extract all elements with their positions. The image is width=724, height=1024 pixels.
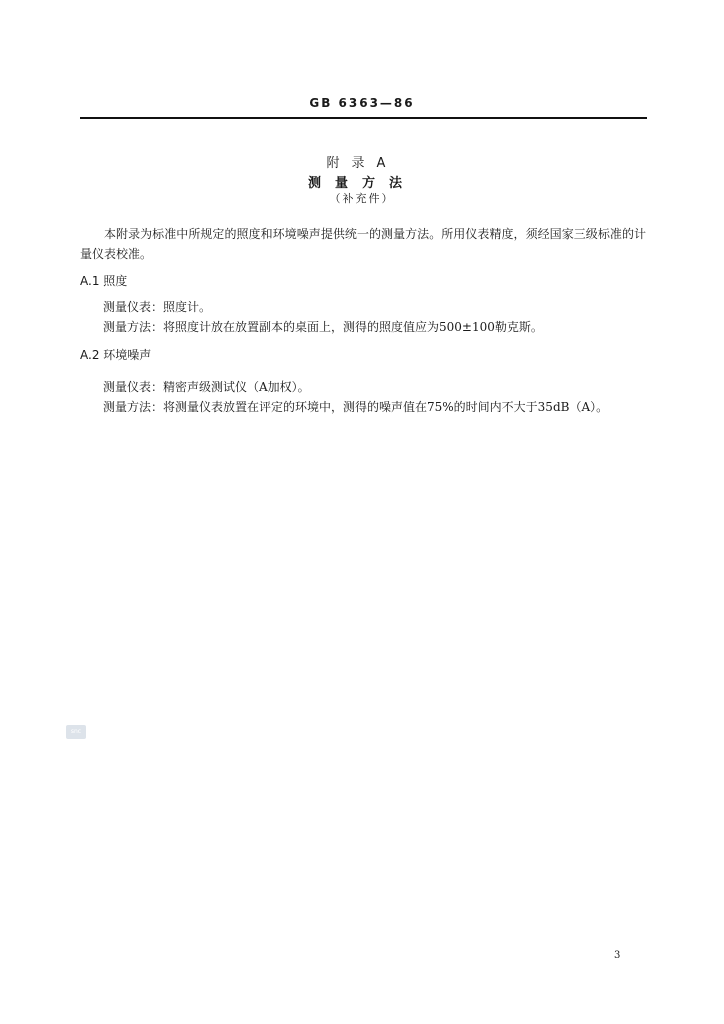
- watermark-logo: snc: [66, 725, 86, 739]
- appendix-label: 附录A: [326, 156, 398, 171]
- section-heading-a1: A.1 照度: [80, 274, 128, 288]
- appendix-type: （补充件）: [329, 192, 395, 205]
- appendix-title: 测量方法: [307, 176, 416, 191]
- intro-paragraph: 本附录为标准中所规定的照度和环境噪声提供统一的测量方法。所用仪表精度，须经国家三级标准的计量仪表校准。: [80, 227, 646, 261]
- a1-instrument: 测量仪表：照度计。: [103, 300, 212, 314]
- section-heading-a2: A.2 环境噪声: [80, 348, 152, 362]
- header-rule: [80, 117, 647, 119]
- a2-method: 测量方法：将测量仪表放置在评定的环境中，测得的噪声值在75%的时间内不大于35dB（A）。: [103, 400, 609, 414]
- standard-code: GB 6363—86: [309, 96, 415, 110]
- page-number: 3: [614, 950, 621, 961]
- a2-instrument: 测量仪表：精密声级测试仪（A加权）。: [103, 380, 310, 394]
- a1-method: 测量方法：将照度计放在放置副本的桌面上，测得的照度值应为500±100勒克斯。: [103, 320, 543, 334]
